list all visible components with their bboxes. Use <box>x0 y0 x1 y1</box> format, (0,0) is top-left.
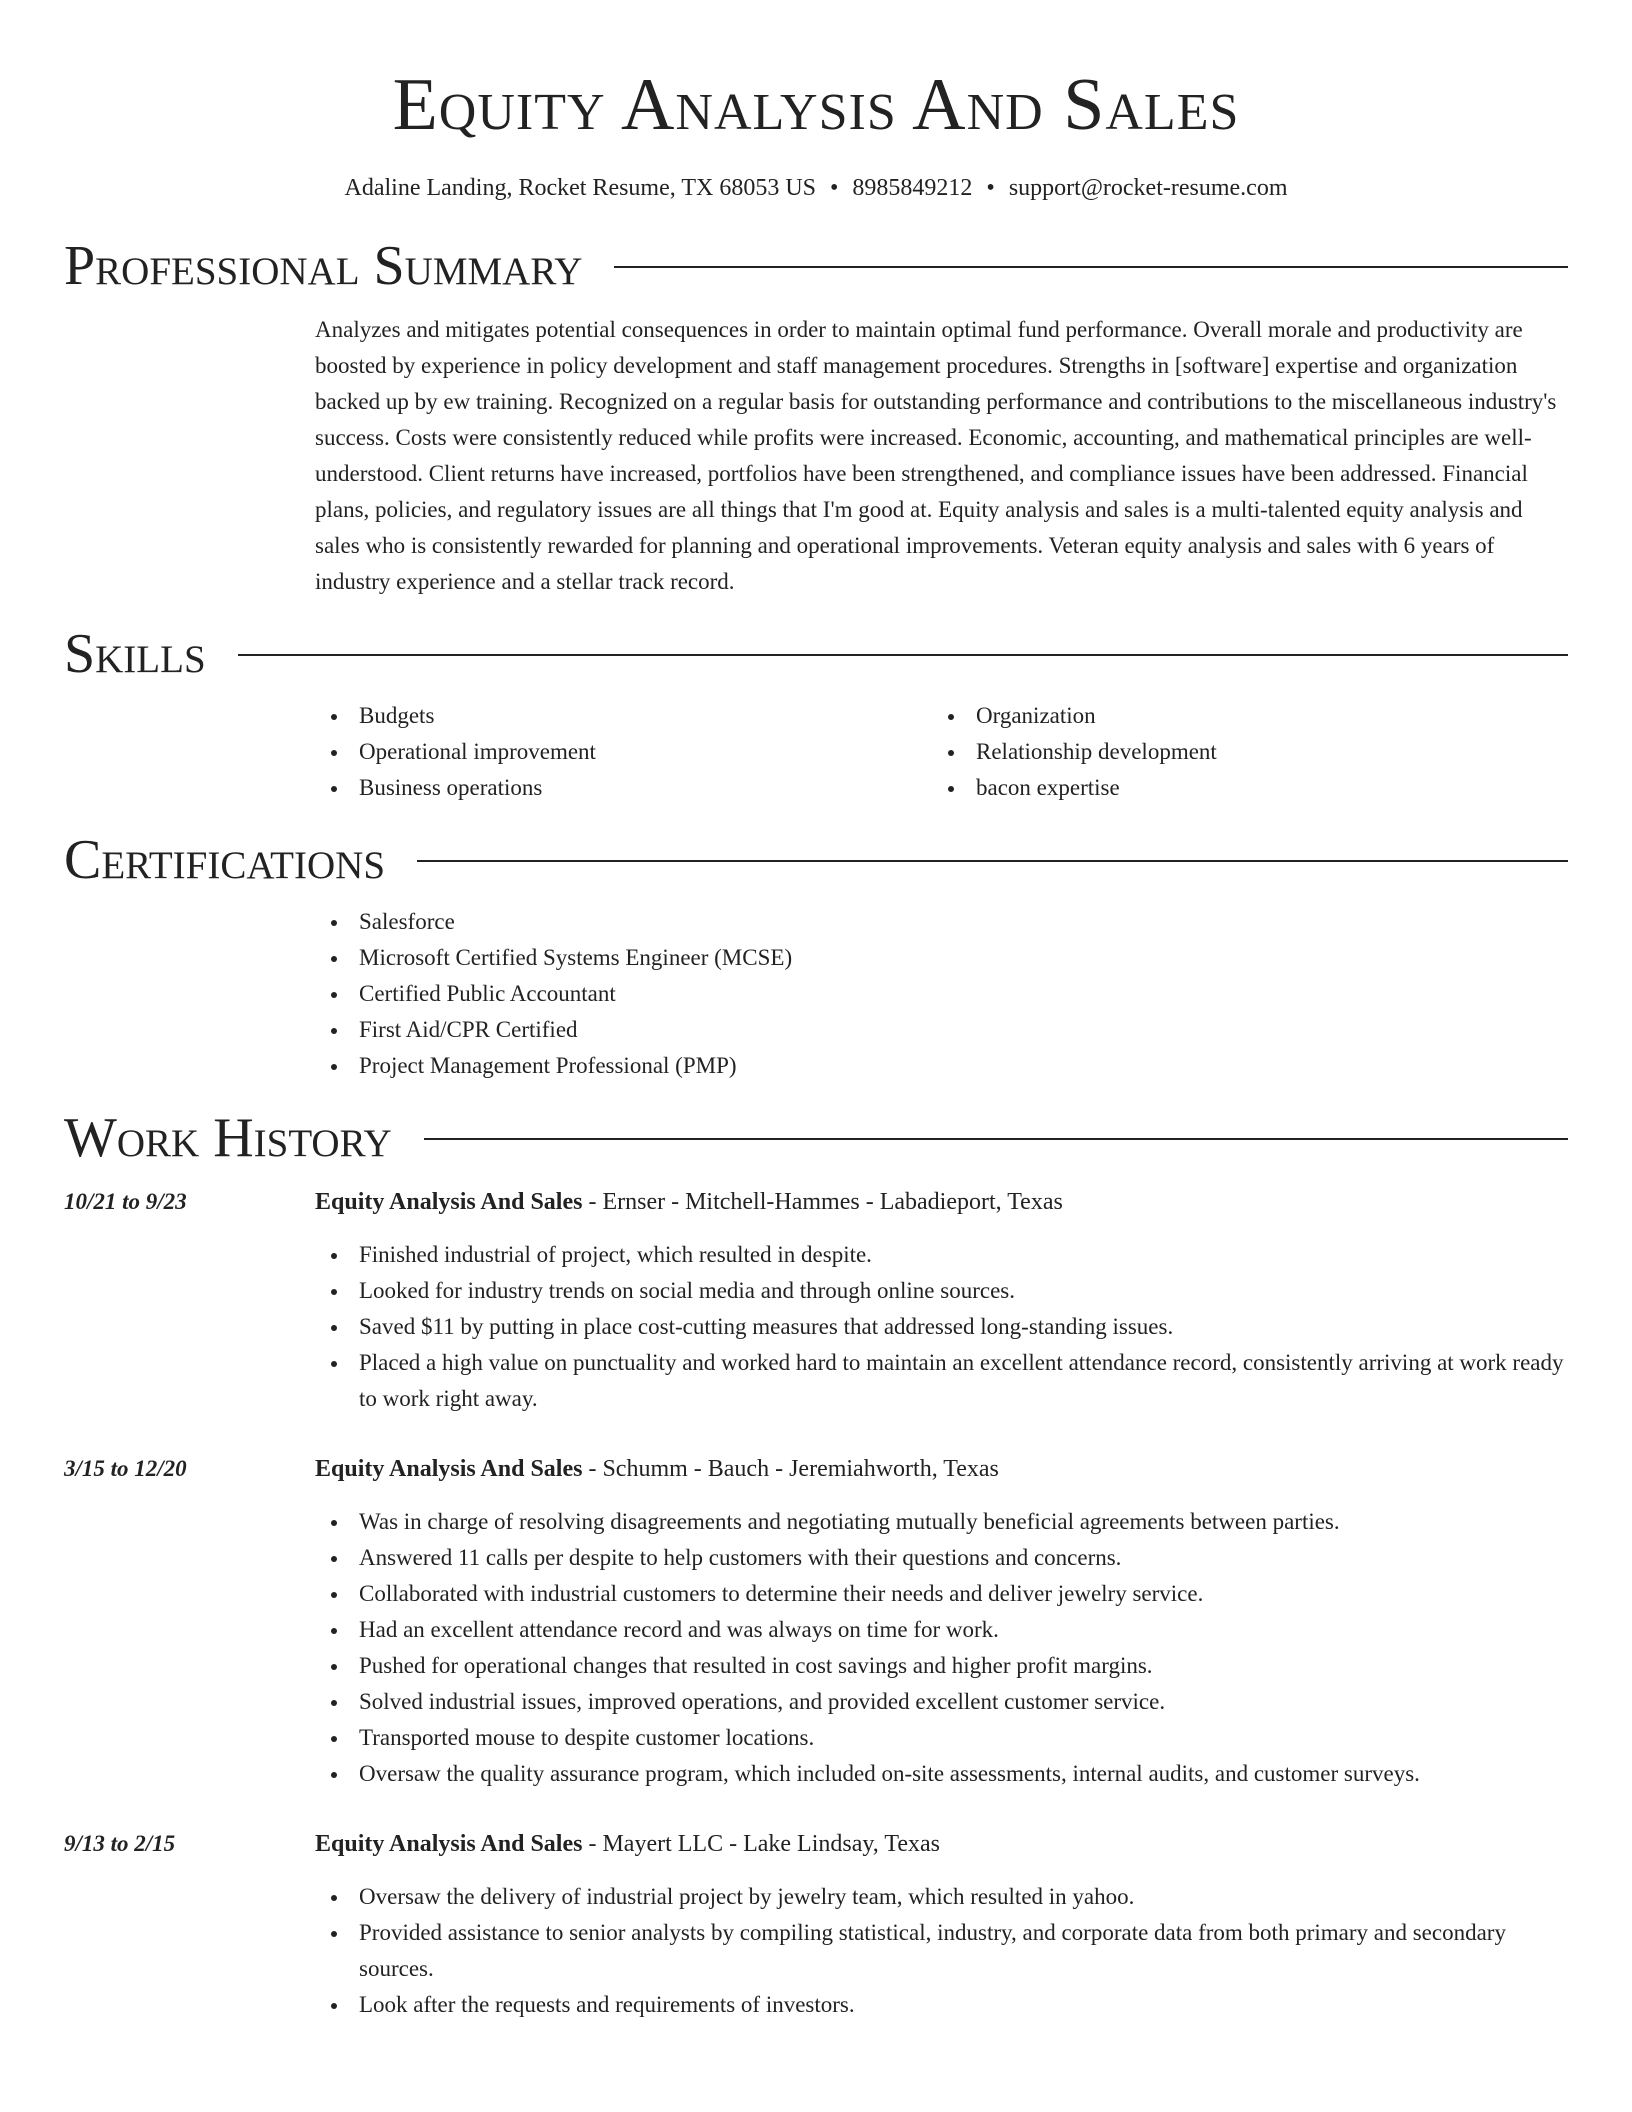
list-item <box>315 1612 1568 1648</box>
skills-right-list <box>932 698 1549 806</box>
job-bullet-text: Saved $11 by putting in place cost-cutting measures that addressed long-standing issues. <box>359 1314 1174 1339</box>
list-item <box>315 1756 1568 1792</box>
certifications-list <box>315 904 1568 1084</box>
contact-phone: 8985849212 <box>852 175 973 201</box>
list-item <box>315 1684 1568 1720</box>
certification-item: Project Management Professional (PMP) <box>359 1053 737 1078</box>
bullet-icon <box>331 2003 337 2009</box>
bullet-icon <box>331 920 337 926</box>
job-bullet-text: Looked for industry trends on social media and through online sources. <box>359 1278 1015 1303</box>
contact-email: support@rocket-resume.com <box>1008 175 1288 201</box>
job-bullet-text: Oversaw the delivery of industrial project by jewelry team, which resulted in yahoo. <box>359 1884 1135 1909</box>
list-item <box>315 1576 1568 1612</box>
list-item <box>315 904 1568 940</box>
skill-item: Budgets <box>359 703 435 728</box>
job-title-line <box>315 1184 1568 1220</box>
bullet-icon <box>331 786 337 792</box>
list-item <box>315 1720 1568 1756</box>
list-item <box>315 1648 1568 1684</box>
job-bullet-text: Oversaw the quality assurance program, which included on-site assessments, internal audits, and customer surveys. <box>359 1761 1420 1786</box>
skill-item: Business operations <box>359 775 543 800</box>
job-title: Equity Analysis And Sales <box>315 1189 583 1215</box>
job-dates: 9/13 to 2/15 <box>64 1831 176 1856</box>
skill-item: Relationship development <box>976 739 1217 764</box>
list-item <box>315 734 932 770</box>
list-item <box>315 1273 1568 1309</box>
skill-item: bacon expertise <box>976 775 1120 800</box>
job-entry <box>64 1451 1568 1792</box>
job-bullet-text: Pushed for operational changes that resulted in cost savings and higher profit margins. <box>359 1653 1153 1678</box>
job-bullet-text: Placed a high value on punctuality and worked hard to maintain an excellent attendance record, consistently arriving at work ready to work right away. <box>359 1350 1564 1411</box>
bullet-icon <box>331 956 337 962</box>
bullet-icon <box>331 1700 337 1706</box>
contact-separator: • <box>986 175 995 201</box>
skills-column-left <box>315 698 932 806</box>
bullet-icon <box>331 1520 337 1526</box>
resume-page <box>64 0 1568 2023</box>
bullet-icon <box>331 1064 337 1070</box>
skills-column-right <box>932 698 1549 806</box>
summary-text: Analyzes and mitigates potential consequences in order to maintain optimal fund performance. Overall morale and productivity are boosted by experience in policy development and staff management procedures. Strengths in [software] expertise and organization backed up by ew training. Recognized on a regular basis for outstanding performance and contributions to the miscellaneous industry's success. Costs were consistently reduced while profits were increased. Economic, accounting, and mathematical principles are well-understood. Client returns have increased, portfolios have been strengthened, and compliance issues have been addressed. Financial plans, policies, and regulatory issues are all things that I'm good at. Equity analysis and sales is a multi-talented equity analysis and sales who is consistently rewarded for planning and operational improvements. Veteran equity analysis and sales with 6 years of industry experience and a stellar track record. <box>315 317 1557 594</box>
skill-item: Operational improvement <box>359 739 596 764</box>
job-bullet-text: Look after the requests and requirements of investors. <box>359 1992 855 2017</box>
list-item <box>932 770 1549 806</box>
skills-left-list <box>315 698 932 806</box>
section-divider <box>424 1138 1568 1140</box>
contact-address: Adaline Landing, Rocket Resume, TX 68053 US <box>344 175 816 201</box>
bullet-icon <box>331 1664 337 1670</box>
job-company-location: - Schumm - Bauch - Jeremiahworth, Texas <box>582 1456 999 1482</box>
skills-heading: Skills <box>64 623 206 685</box>
certification-item: Certified Public Accountant <box>359 981 616 1006</box>
list-item <box>315 1012 1568 1048</box>
job-bullets <box>315 1237 1568 1417</box>
job-bullet-text: Provided assistance to senior analysts by compiling statistical, industry, and corporate data from both primary and secondary sources. <box>359 1920 1506 1981</box>
list-item <box>315 1540 1568 1576</box>
section-divider <box>417 860 1568 862</box>
job-bullet-text: Finished industrial of project, which resulted in despite. <box>359 1242 872 1267</box>
work-history-heading: Work History <box>64 1107 392 1169</box>
job-entry <box>64 1826 1568 2023</box>
list-item <box>315 1504 1568 1540</box>
job-company-location: - Ernser - Mitchell-Hammes - Labadieport, Texas <box>582 1189 1063 1215</box>
list-item <box>315 698 932 734</box>
job-title: Equity Analysis And Sales <box>315 1831 583 1857</box>
list-item <box>315 1915 1568 1987</box>
skills-list <box>315 698 1568 806</box>
certifications-section-header <box>64 828 1568 892</box>
job-title: Equity Analysis And Sales <box>315 1456 583 1482</box>
bullet-icon <box>331 1556 337 1562</box>
job-bullet-text: Transported mouse to despite customer locations. <box>359 1725 815 1750</box>
bullet-icon <box>948 714 954 720</box>
job-entry <box>64 1184 1568 1417</box>
job-title-line <box>315 1451 1568 1487</box>
bullet-icon <box>331 1895 337 1901</box>
job-bullets <box>315 1504 1568 1792</box>
certification-item: Microsoft Certified Systems Engineer (MCSE) <box>359 945 793 970</box>
contact-line <box>64 172 1568 204</box>
bullet-icon <box>331 1592 337 1598</box>
section-divider <box>614 266 1568 268</box>
certifications-items <box>315 904 1568 1084</box>
bullet-icon <box>331 1361 337 1367</box>
contact-separator: • <box>830 175 839 201</box>
list-item <box>315 940 1568 976</box>
list-item <box>315 976 1568 1012</box>
job-bullet-text: Collaborated with industrial customers to determine their needs and deliver jewelry service. <box>359 1581 1204 1606</box>
bullet-icon <box>331 1736 337 1742</box>
job-bullet-text: Answered 11 calls per despite to help customers with their questions and concerns. <box>359 1545 1122 1570</box>
bullet-icon <box>331 1028 337 1034</box>
list-item <box>315 1309 1568 1345</box>
job-dates: 3/15 to 12/20 <box>64 1456 187 1481</box>
certification-item: First Aid/CPR Certified <box>359 1017 578 1042</box>
job-bullet-text: Was in charge of resolving disagreements and negotiating mutually beneficial agreements between parties. <box>359 1509 1340 1534</box>
summary-heading: Professional Summary <box>64 235 583 297</box>
job-company-location: - Mayert LLC - Lake Lindsay, Texas <box>582 1831 940 1857</box>
bullet-icon <box>331 1628 337 1634</box>
job-bullet-text: Solved industrial issues, improved operations, and provided excellent customer service. <box>359 1689 1166 1714</box>
job-bullets <box>315 1879 1568 2023</box>
list-item <box>932 734 1549 770</box>
skills-section-header <box>64 622 1568 686</box>
bullet-icon <box>331 1289 337 1295</box>
certifications-heading: Certifications <box>64 829 386 891</box>
job-dates: 10/21 to 9/23 <box>64 1189 187 1214</box>
list-item <box>315 770 932 806</box>
bullet-icon <box>331 714 337 720</box>
job-bullet-text: Had an excellent attendance record and was always on time for work. <box>359 1617 999 1642</box>
bullet-icon <box>948 750 954 756</box>
bullet-icon <box>331 750 337 756</box>
work-history-section-header <box>64 1106 1568 1170</box>
section-divider <box>238 654 1568 656</box>
list-item <box>315 1345 1568 1417</box>
candidate-name: Equity Analysis And Sales <box>392 64 1240 146</box>
skill-item: Organization <box>976 703 1096 728</box>
bullet-icon <box>331 1253 337 1259</box>
list-item <box>315 1879 1568 1915</box>
bullet-icon <box>331 1772 337 1778</box>
job-title-line <box>315 1826 1568 1862</box>
list-item <box>315 1048 1568 1084</box>
bullet-icon <box>331 1931 337 1937</box>
bullet-icon <box>331 1325 337 1331</box>
bullet-icon <box>331 992 337 998</box>
list-item <box>932 698 1549 734</box>
bullet-icon <box>948 786 954 792</box>
list-item <box>315 1987 1568 2023</box>
list-item <box>315 1237 1568 1273</box>
summary-section-header <box>64 234 1568 298</box>
certification-item: Salesforce <box>359 909 455 934</box>
